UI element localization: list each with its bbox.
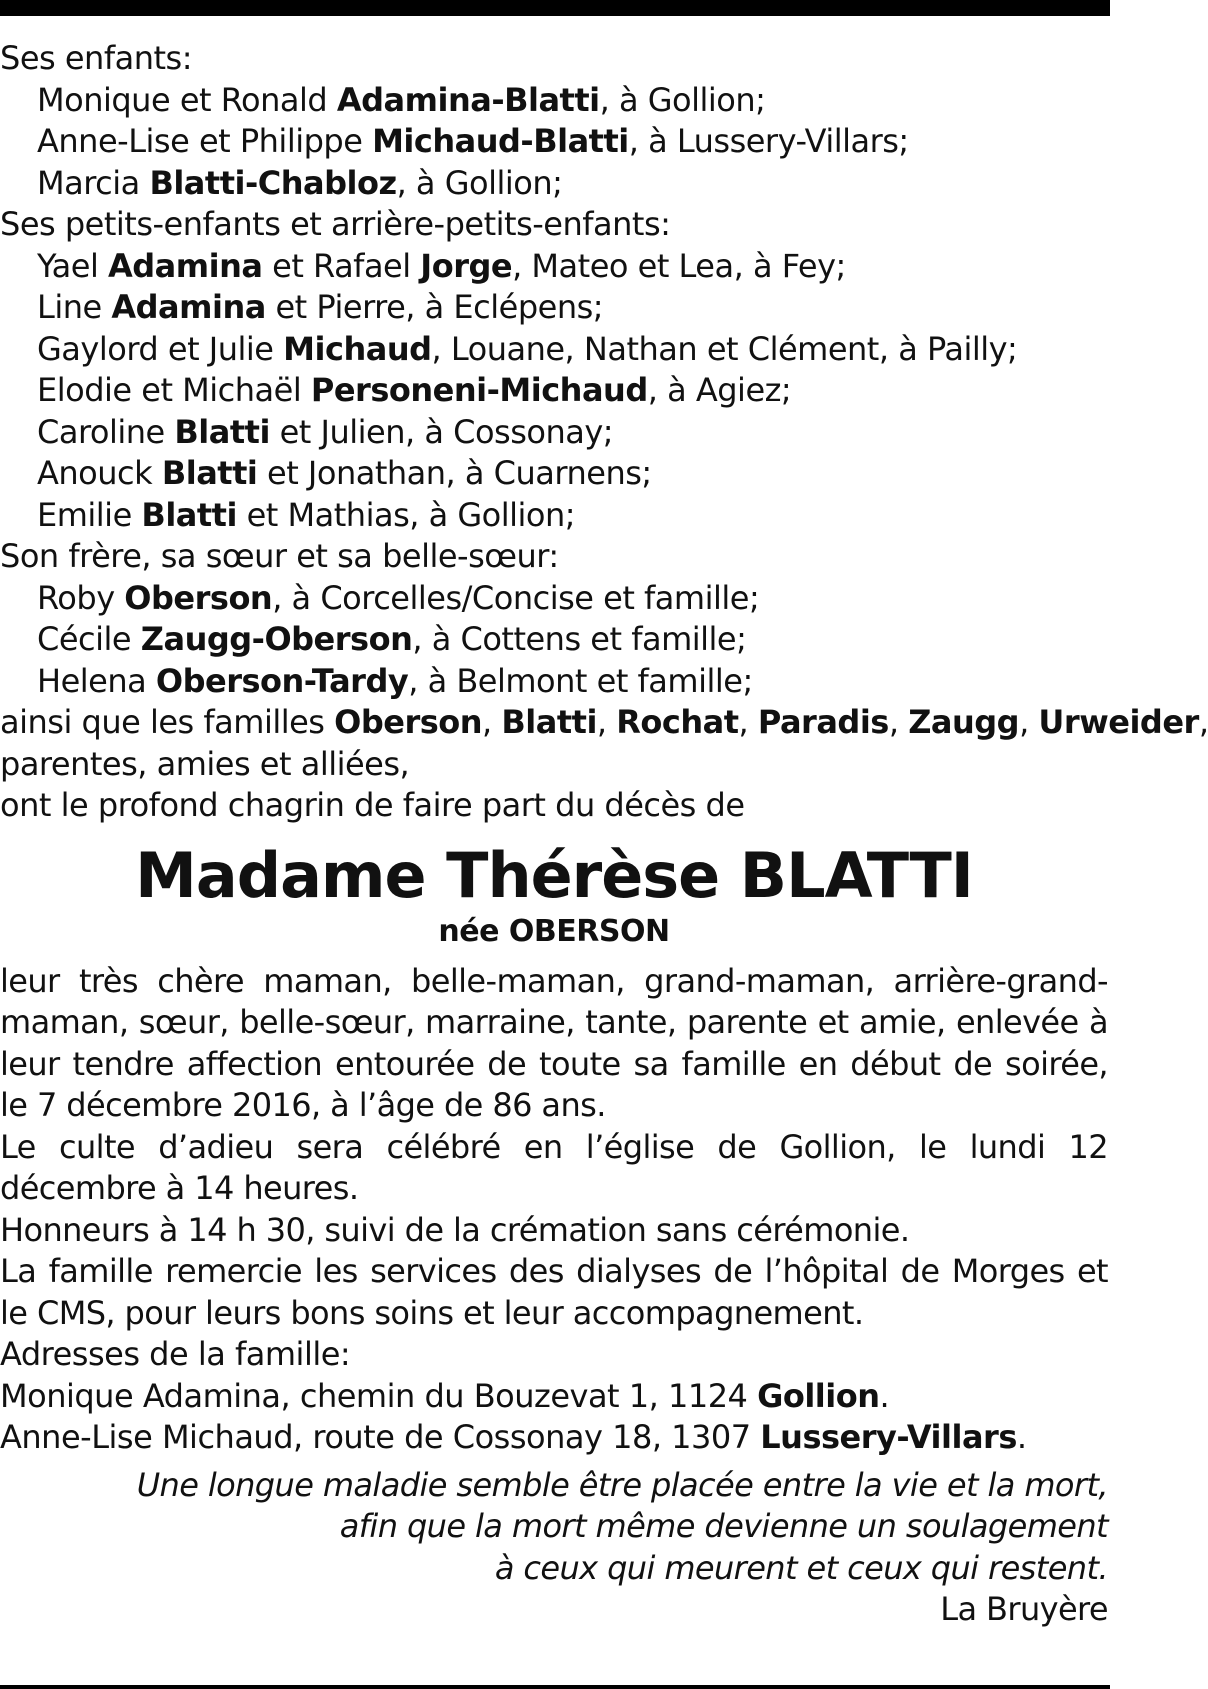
- addresses-heading: Adresses de la famille:: [0, 1335, 351, 1373]
- child-entry: Anne-Lise et Philippe Michaud-Blatti, à Lussery-Villars;: [37, 122, 909, 160]
- sibling-entry: Helena Oberson-Tardy, à Belmont et famille;: [37, 661, 753, 700]
- relatives-line: parentes, amies et alliées,: [0, 744, 410, 783]
- service-paragraph: Le culte d’adieu sera célébré en l’église de Gollion, le lundi 12 décembre à 14 heures.: [0, 1127, 1108, 1207]
- children-heading: Ses enfants:: [0, 39, 192, 77]
- honours-paragraph: Honneurs à 14 h 30, suivi de la crémation sans cérémonie.: [0, 1210, 910, 1249]
- grandchild-entry: Gaylord et Julie Michaud, Louane, Nathan et Clément, à Pailly;: [37, 329, 1018, 368]
- sibling-entry: Roby Oberson, à Corcelles/Concise et famille;: [37, 578, 760, 617]
- grandchild-entry: Caroline Blatti et Julien, à Cossonay;: [37, 412, 614, 451]
- tribute-paragraph: leur très chère maman, belle-maman, grand-maman, arrière-grand-maman, sœur, belle-sœur, marraine, tante, parente et amie, enlevée à leur tendre affection entourée de toute sa famille en début de soirée, le 7 décembre 2016, à l’âge de 86 ans.: [0, 961, 1108, 1124]
- thanks-paragraph: La famille remercie les services des dialyses de l’hôpital de Morges et le CMS, pour leurs bons soins et leur accompagnement.: [0, 1252, 1108, 1332]
- child-entry: Monique et Ronald Adamina-Blatti, à Gollion;: [37, 80, 766, 119]
- bottom-rule: [0, 1685, 1110, 1689]
- quote: [0, 1465, 1108, 1631]
- grandchild-entry: Yael Adamina et Rafael Jorge, Mateo et Lea, à Fey;: [37, 246, 846, 285]
- announcement-line: ont le profond chagrin de faire part du décès de: [0, 786, 745, 824]
- deceased-birth-name: née OBERSON: [438, 913, 670, 949]
- address-entry: Monique Adamina, chemin du Bouzevat 1, 1124 Gollion.: [0, 1376, 890, 1415]
- sibling-entry: Cécile Zaugg-Oberson, à Cottens et famille;: [37, 620, 747, 658]
- deceased-name: Madame Thérèse BLATTI: [135, 838, 973, 912]
- grandchild-entry: Elodie et Michaël Personeni-Michaud, à Agiez;: [37, 371, 792, 409]
- child-entry: Marcia Blatti-Chabloz, à Gollion;: [37, 163, 563, 202]
- quote-line: afin que la mort même devienne un soulagement: [339, 1507, 1108, 1545]
- quote-line: Une longue maladie semble être placée entre la vie et la mort,: [136, 1465, 1108, 1504]
- address-entry: Anne-Lise Michaud, route de Cossonay 18, 1307 Lussery-Villars.: [0, 1418, 1027, 1456]
- grandchild-entry: Emilie Blatti et Mathias, à Gollion;: [37, 495, 576, 534]
- quote-line: à ceux qui meurent et ceux qui restent.: [494, 1548, 1108, 1587]
- grandchild-entry: Anouck Blatti et Jonathan, à Cuarnens;: [37, 454, 652, 492]
- top-rule: [0, 0, 1110, 16]
- siblings-heading: Son frère, sa sœur et sa belle-sœur:: [0, 537, 559, 575]
- quote-author: La Bruyère: [940, 1590, 1108, 1628]
- grandchild-entry: Line Adamina et Pierre, à Eclépens;: [37, 288, 604, 326]
- notice-body: [0, 38, 1208, 1631]
- grandchildren-heading: Ses petits-enfants et arrière-petits-enfants:: [0, 205, 671, 243]
- families-line: ainsi que les familles Oberson, Blatti, Rochat, Paradis, Zaugg, Urweider,: [0, 703, 1208, 741]
